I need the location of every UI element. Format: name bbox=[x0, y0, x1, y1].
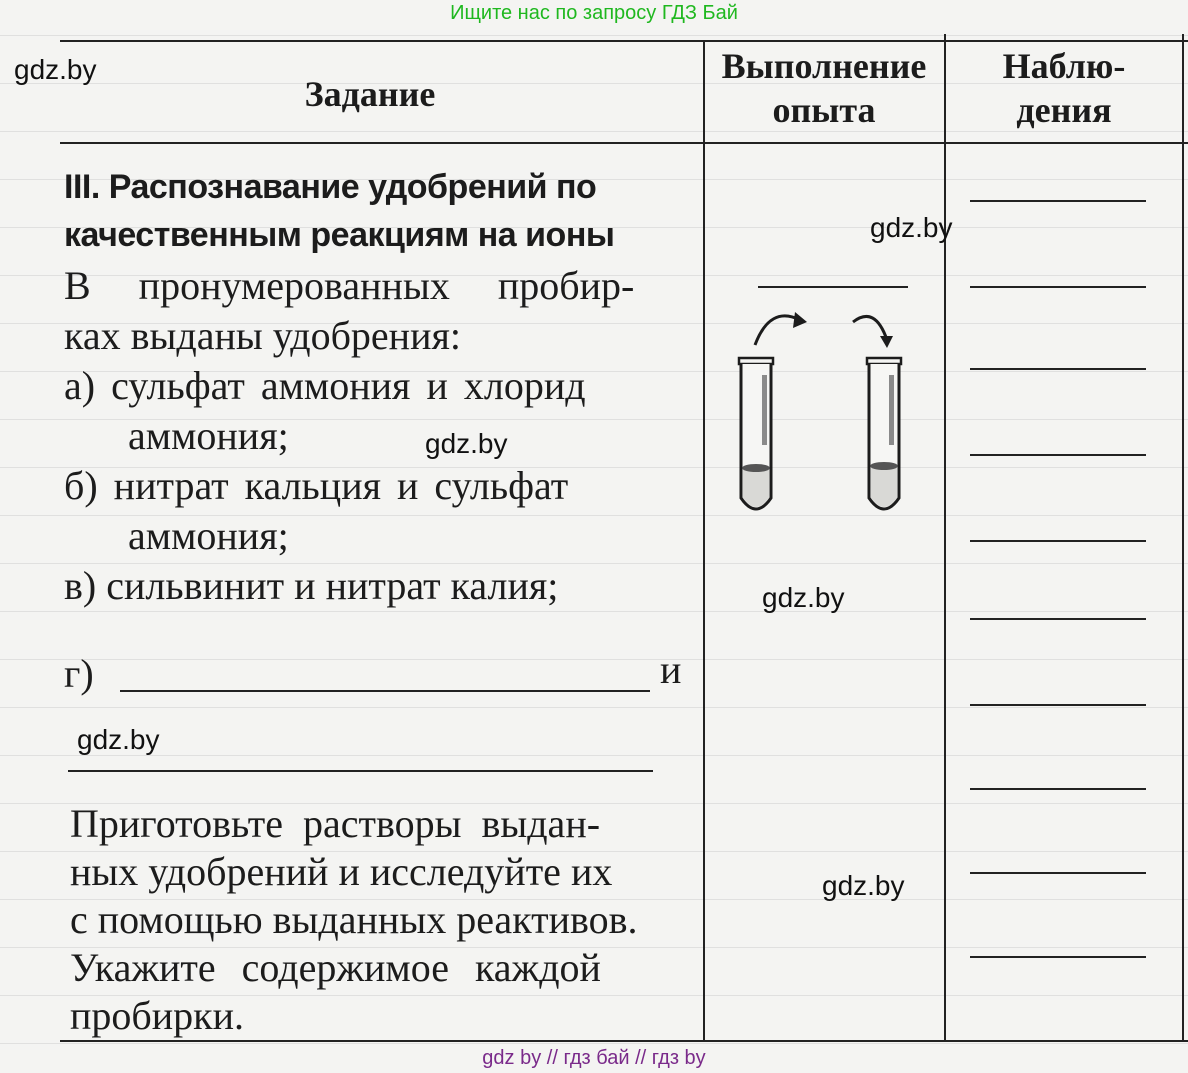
header-execution bbox=[705, 44, 943, 132]
search-banner[interactable]: Ищите нас по запросу ГДЗ Бай bbox=[450, 2, 738, 24]
option-b-line2: аммония; bbox=[128, 513, 289, 558]
header-task: Задание bbox=[304, 74, 436, 114]
observation-blank-5[interactable] bbox=[970, 540, 1146, 542]
watermark-6: gdz.by bbox=[822, 870, 905, 901]
observation-blank-1[interactable] bbox=[970, 200, 1146, 202]
option-a-line1: а) сульфат аммония и хлорид bbox=[64, 363, 586, 408]
table-top-border bbox=[60, 40, 1188, 42]
observation-blank-7[interactable] bbox=[970, 704, 1146, 706]
option-v: в) сильвинит и нитрат калия; bbox=[64, 563, 559, 608]
instruction-line5: пробирки. bbox=[70, 993, 245, 1038]
watermark-2: gdz.by bbox=[870, 212, 953, 243]
option-g-blank-1[interactable] bbox=[120, 690, 650, 692]
header-observation bbox=[946, 44, 1182, 132]
observation-blank-9[interactable] bbox=[970, 872, 1146, 874]
watermark-5: gdz.by bbox=[77, 724, 160, 755]
instruction-line2: ных удобрений и исследуйте их bbox=[70, 849, 613, 894]
option-g-label: г) bbox=[64, 651, 94, 696]
column-divider-2 bbox=[944, 34, 946, 1042]
observation-blank-10[interactable] bbox=[970, 956, 1146, 958]
observation-blank-4[interactable] bbox=[970, 454, 1146, 456]
instruction-line4: Укажите содержимое каждой bbox=[70, 945, 601, 990]
header-execution-line1: Выполнение bbox=[721, 46, 927, 86]
section-title-line1: III. Распознавание удобрений по bbox=[64, 168, 597, 206]
table-header-border bbox=[60, 142, 1188, 144]
section-title-line2: качественным реакциям на ионы bbox=[64, 216, 615, 254]
option-b-line1: б) нитрат кальция и сульфат bbox=[64, 463, 569, 508]
intro-line1-text: В пронумерованных пробир- bbox=[64, 263, 635, 308]
watermark-3: gdz.by bbox=[425, 428, 508, 459]
observation-blank-8[interactable] bbox=[970, 788, 1146, 790]
table-bottom-border bbox=[60, 1040, 1188, 1042]
instruction-line1: Приготовьте растворы выдан- bbox=[70, 801, 601, 846]
option-g-blank-2[interactable] bbox=[68, 770, 653, 772]
observation-blank-6[interactable] bbox=[970, 618, 1146, 620]
header-observation-line2: дения bbox=[1016, 90, 1112, 130]
watermark-1: gdz.by bbox=[14, 54, 97, 85]
option-a-line2: аммония; bbox=[128, 413, 289, 458]
two-test-tubes-with-arrows-icon bbox=[725, 300, 925, 535]
footer-links[interactable]: gdz by // гдз бай // гдз by bbox=[482, 1047, 706, 1069]
header-execution-line2: опыта bbox=[772, 90, 876, 130]
intro-line1 bbox=[64, 262, 684, 310]
option-g-and: и bbox=[660, 647, 682, 692]
intro-line2: ках выданы удобрения: bbox=[64, 313, 461, 358]
column-divider-3 bbox=[1182, 34, 1184, 1042]
header-observation-line1: Наблю- bbox=[1002, 46, 1126, 86]
instruction-line3: с помощью выданных реактивов. bbox=[70, 897, 638, 942]
execution-blank[interactable] bbox=[758, 286, 908, 288]
watermark-4: gdz.by bbox=[762, 582, 845, 613]
observation-blank-2[interactable] bbox=[970, 286, 1146, 288]
observation-blank-3[interactable] bbox=[970, 368, 1146, 370]
